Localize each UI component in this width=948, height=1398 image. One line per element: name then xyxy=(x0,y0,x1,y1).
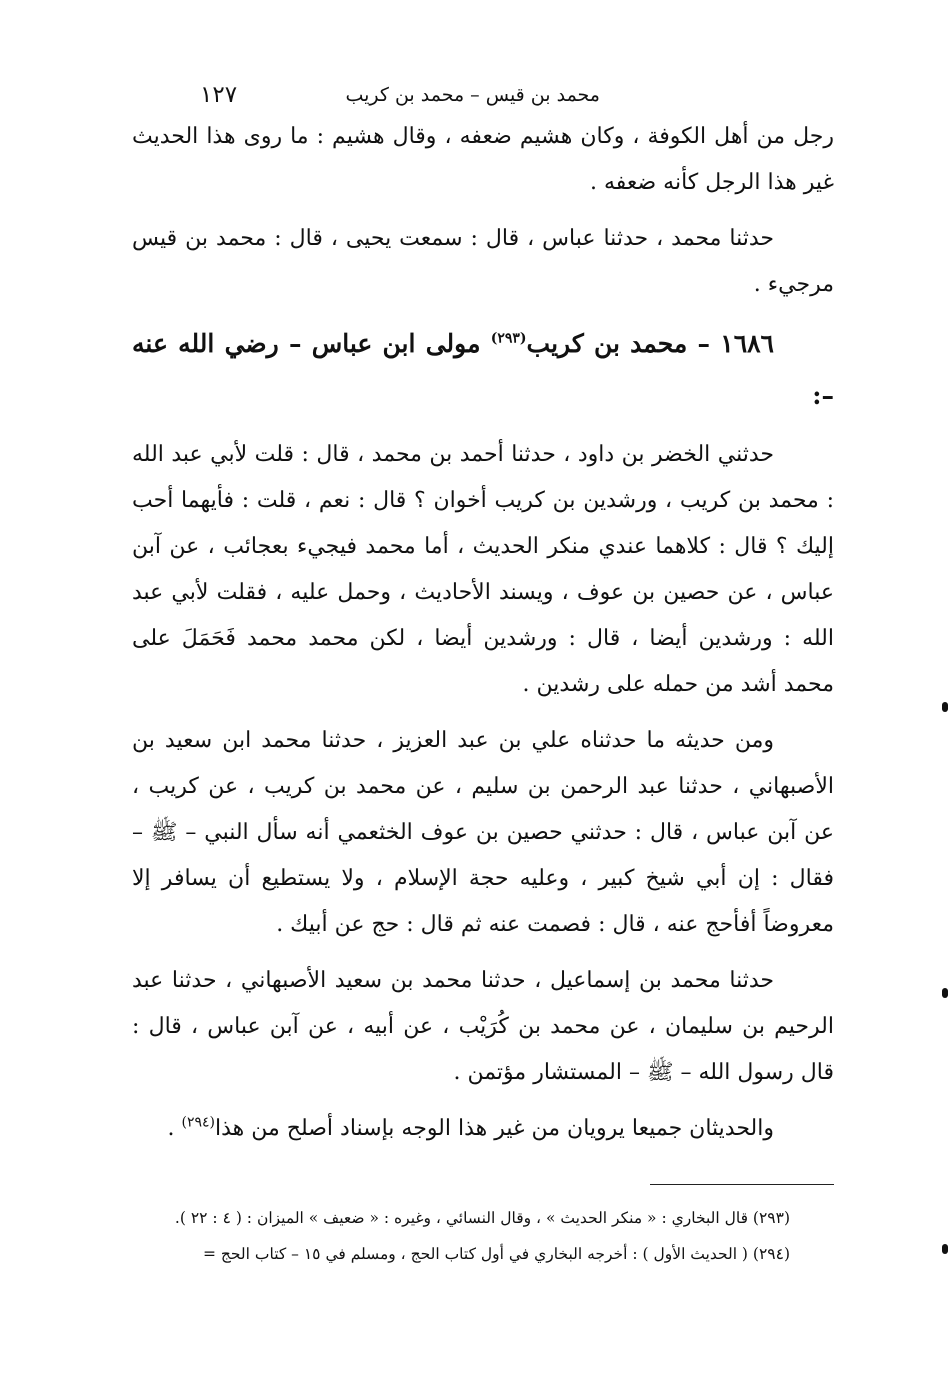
paragraph-5: حدثنا محمد بن إسماعيل ، حدثنا محمد بن سعيد الأصبهاني ، حدثنا عبد الرحيم بن سليمان ، عن محمد بن كُرَيْب ، عن أبيه ، عن آبن عباس ، قال : قال رسول الله – ﷺ – المستشار مؤتمن . xyxy=(132,968,834,1085)
entry-heading-main: ١٦٨٦ – محمد بن كريب xyxy=(526,329,774,358)
paragraph-4: ومن حديثه ما حدثناه علي بن عبد العزيز ، حدثنا محمد ابن سعيد بن الأصبهاني ، حدثنا عبد الرحمن بن سليم ، عن محمد بن كريب ، عن كريب ، عن آبن عباس ، قال : حدثني حصين بن عوف الخثعمي أنه سأل النبي – ﷺ – فقال : إن أبي شيخ كبير ، وعليه حجة الإسلام ، ولا يستطيع أن يسافر إلا معروضاً أفأحج عنه ، قال : فصمت عنه ثم قال : حج عن أبيك . xyxy=(132,728,834,937)
margin-mark xyxy=(942,1244,948,1254)
paragraph-6-end: . xyxy=(167,1116,182,1141)
page-header xyxy=(140,84,840,114)
paragraph-6 xyxy=(132,1106,834,1152)
footnote-294: (٢٩٤) ( الحديث الأول ) : أخرجه البخاري في أول كتاب الحج ، ومسلم في ١٥ – كتاب الحج = xyxy=(203,1245,790,1263)
footnote-ref-294: (٢٩٤) xyxy=(181,1114,215,1131)
main-text xyxy=(132,114,834,1162)
footnotes xyxy=(110,1200,790,1272)
paragraph-1: رجل من أهل الكوفة ، وكان هشيم ضعفه ، وقال هشيم : ما روى هذا الحديث غير هذا الرجل كأنه ضعفه . xyxy=(132,124,834,195)
footnote-ref-293: (٢٩٣) xyxy=(490,330,527,347)
paragraph-2: حدثنا محمد ، حدثنا عباس ، قال : سمعت يحيى ، قال : محمد بن قيس مرجيء . xyxy=(132,226,834,297)
footnote-293: (٢٩٣) قال البخاري : « منكر الحديث » ، وقال النسائي ، وغيره : « ضعيف » الميزان : ( ٤ : ٢٢ ). xyxy=(174,1209,790,1227)
paragraph-3: حدثني الخضر بن داود ، حدثنا أحمد بن محمد ، قال : قلت لأبي عبد الله : محمد بن كريب ، ورشدين بن كريب أخوان ؟ قال : نعم ، قلت : فأيهما أحب إليك ؟ قال : كلاهما عندي منكر الحديث ، أما محمد فيجيء بعجائب ، عن آبن عباس ، عن حصين بن عوف ، ويسند الأحاديث ، وحمل عليه ، فقلت لأبي عبد الله : ورشدين أيضا ، قال : ورشدين أيضا ، لكن محمد محمد فَحَمَلَ على محمد أشد من حمله على رشدين . xyxy=(132,442,834,697)
margin-mark xyxy=(942,988,948,998)
margin-mark xyxy=(942,702,948,712)
entry-heading xyxy=(132,318,834,422)
running-title: محمد بن قيس – محمد بن كريب xyxy=(345,84,600,106)
footnote-separator xyxy=(650,1184,834,1185)
entry-heading-rest: مولى ابن عباس – رضي الله عنه –: xyxy=(132,329,834,410)
page-number: ١٢٧ xyxy=(200,82,238,108)
paragraph-6-text: والحديثان جميعا يرويان من غير هذا الوجه بإسناد أصلح من هذا xyxy=(214,1116,774,1141)
